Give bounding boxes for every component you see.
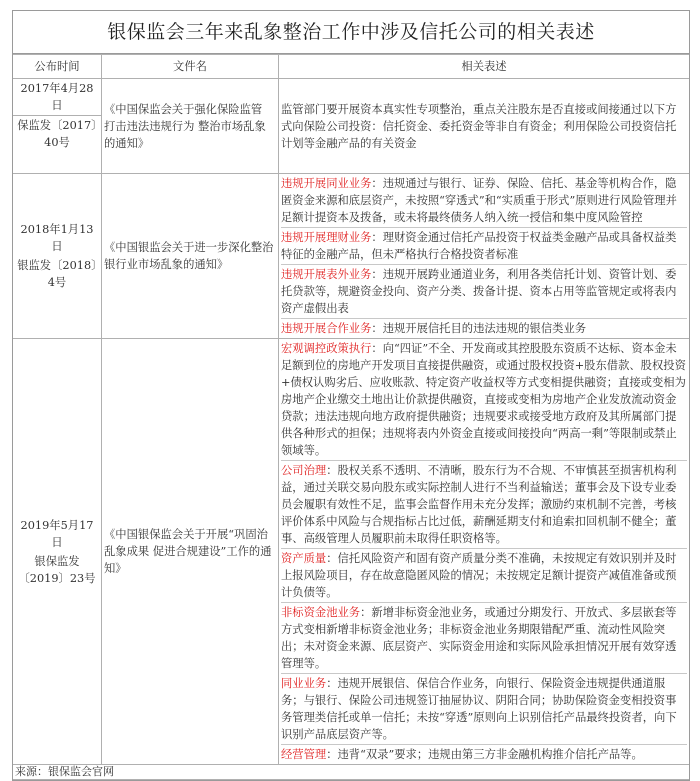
statement-item [281, 339, 687, 461]
statement-cell [279, 174, 690, 339]
col-header-statement: 相关表述 [279, 55, 690, 79]
statement-item [281, 549, 687, 603]
date-cell [13, 339, 102, 765]
doc-name: 《中国银保监会关于开展“巩固治乱象成果 促进合规建设”工作的通知》 [102, 339, 279, 765]
statement-label: 非标资金池业务 [281, 606, 361, 619]
doc-number: 保监发〔2017〕40号 [17, 119, 97, 149]
source-note: 来源：银保监会官网 [13, 765, 689, 780]
statement-item [281, 319, 687, 338]
statement-text: ：违背“双录”要求；违规由第三方非金融机构推介信托产品等。 [326, 748, 643, 761]
statement-text: ：向“四证”不全、开发商或其控股股东资质不达标、资本金未足额到位的房地产开发项目直接提供融资，或通过股权投资+股东借款、股权投资+债权认购劣后、应收账款、特定资产收益权等方式变相提供融资；直接或变相为房地产企业缴交土地出让价款提供融资，直接或变相为房地产企业发放流动资金贷款；违法违规向地方政府提供融资；违规要求或接受地方政府及其所属部门提供各种形式的担保；违规将表内外资金直接或间接投向“两高一剩”等限制或禁止领域等。 [281, 342, 686, 457]
document-table [12, 10, 690, 781]
statement-label: 违规开展理财业务 [281, 231, 372, 244]
statement-text: ：违规开展跨业通道业务，利用各类信托计划、资管计划、委托贷款等，规避资金投向、资产分类、拨备计提、资本占用等监管规定或将表内资产虚假出表 [281, 268, 677, 315]
header-row [13, 55, 689, 79]
statement-item [281, 603, 687, 674]
col-header-date: 公布时间 [13, 55, 102, 79]
date-cell [13, 79, 102, 174]
statement-label: 公司治理 [281, 464, 327, 477]
table-row [13, 339, 689, 765]
publish-date: 2017年4月28日 [20, 82, 94, 112]
date-cell [13, 174, 102, 339]
statement-label: 宏观调控政策执行 [281, 342, 372, 355]
statement-text: ：理财资金通过信托产品投资于权益类金融产品或具备权益类特征的金融产品，但未严格执行合格投资者标准 [281, 231, 677, 261]
publish-date: 2018年1月13日 [20, 223, 94, 253]
statement-label: 违规开展表外业务 [281, 268, 372, 281]
page-title: 银保监会三年来乱象整治工作中涉及信托公司的相关表述 [13, 11, 689, 54]
source-row [13, 765, 689, 780]
statements-table [13, 54, 689, 780]
statement-text: ：股权关系不透明、不清晰，股东行为不合规、不审慎甚至损害机构利益，通过关联交易向股东或实际控制人进行不当利益输送；董事会及下设专业委员会履职有效性不足，监事会监督作用未充分发挥；激励约束机制不完善，考核评价体系中风险与合规指标占比过低，薪酬延期支付和追索扣回机制不健全；董事、高级管理人员履职前未取得任职资格等。 [281, 464, 677, 545]
statement-cell [279, 339, 690, 765]
statement-text: ：违规开展信托目的违法违规的银信类业务 [371, 322, 587, 335]
statement-item [281, 674, 687, 745]
statement-text: ：新增非标资金池业务，或通过分期发行、开放式、多层嵌套等方式变相新增非标资金池业务；非标资金池业务期限错配严重、流动性风险突出；未对资金来源、底层资产、实际资金用途和实际风险承担情况开展有效穿透管理等。 [281, 606, 677, 670]
statement-label: 同业业务 [281, 677, 327, 690]
publish-date: 2019年5月17日 [20, 518, 94, 549]
doc-name: 《中国保监会关于强化保险监管 打击违法违规行为 整治市场乱象的通知》 [102, 79, 279, 174]
statement-label: 违规开展合作业务 [281, 322, 372, 335]
statement-label: 经营管理 [281, 748, 327, 761]
doc-number: 银监发〔2018〕4号 [17, 259, 97, 289]
col-header-doc: 文件名 [102, 55, 279, 79]
statement-item [281, 461, 687, 549]
statement-item [281, 265, 687, 319]
statement-item [281, 174, 687, 228]
statement-text: 监管部门要开展资本真实性专项整治，重点关注股东是否直接或间接通过以下方式向保险公司投资：信托资金、委托资金等非自有资金；利用保险公司投资信托计划等金融产品的有关资金 [281, 102, 677, 150]
statement-text: ：违规开展银信、保信合作业务，向银行、保险资金违规提供通道服务；与银行、保险公司违规签订抽屉协议、阴阳合同；协助保险资金变相投资事务管理类信托或单一信托；未按“穿透”原则向上识别信托产品最终投资者，向下识别产品底层资产等。 [281, 677, 677, 741]
doc-number: 银保监发〔2019〕23号 [18, 554, 96, 585]
statement-label: 资产质量 [281, 552, 327, 565]
statement-text: ：信托风险资产和固有资产质量分类不准确，未按规定有效识别并及时上报风险项目，存在故意隐匿风险的情况；未按规定足额计提资产减值准备或预计负债等。 [281, 552, 677, 599]
statement-text: ：违规通过与银行、证券、保险、信托、基金等机构合作，隐匿资金来源和底层资产，未按照“穿透式”和“实质重于形式”原则进行风险管理并足额计提资本及拨备，或未将最终债务人纳入统一授信和集中度风险管控 [281, 177, 677, 224]
statement-item [281, 745, 687, 764]
table-row [13, 174, 689, 339]
doc-name: 《中国银监会关于进一步深化整治银行业市场乱象的通知》 [102, 174, 279, 339]
statement-item [281, 100, 687, 153]
statement-label: 违规开展同业业务 [281, 177, 372, 190]
statement-item [281, 228, 687, 265]
statement-cell [279, 79, 690, 174]
table-row [13, 79, 689, 174]
